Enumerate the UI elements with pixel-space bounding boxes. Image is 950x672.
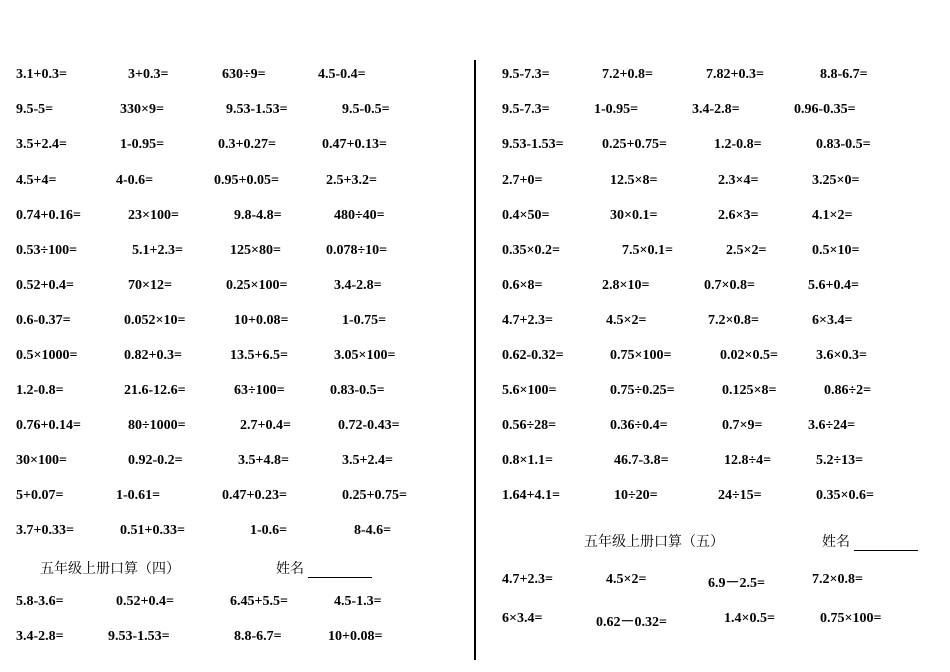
problem-cell: 4.7+2.3= [502,572,553,587]
problem-cell: 10÷20= [614,488,658,503]
name-label: 姓名 [276,562,304,577]
name-label: 姓名 [822,535,850,550]
problem-cell: 0.74+0.16= [16,208,81,223]
problem-cell: 0.052×10= [124,313,186,328]
problem-cell: 0.83-0.5= [816,137,871,152]
problem-cell: 9.5-7.3= [502,67,550,82]
problem-cell: 3.5+2.4= [16,137,67,152]
problem-cell: 0.62-0.32= [502,348,564,363]
problem-cell: 2.5+3.2= [326,173,377,188]
problem-cell: 4.5+4= [16,173,57,188]
problem-cell: 0.4×50= [502,208,550,223]
problem-cell: 0.3+0.27= [218,137,276,152]
problem-cell: 0.96-0.35= [794,102,856,117]
problem-cell: 2.6×3= [718,208,759,223]
problem-cell: 4.5×2= [606,313,647,328]
problem-cell: 630÷9= [222,67,266,82]
problem-cell: 1-0.95= [594,102,639,117]
problem-cell: 3.6×0.3= [816,348,867,363]
problem-cell: 0.83-0.5= [330,383,385,398]
problem-cell: 5.6×100= [502,383,557,398]
problem-cell: 3.25×0= [812,173,860,188]
problem-cell: 0.6-0.37= [16,313,71,328]
problem-cell: 4.7+2.3= [502,313,553,328]
problem-cell: 7.5×0.1= [622,243,673,258]
problem-cell: 63÷100= [234,383,285,398]
problem-cell: 10+0.08= [234,313,289,328]
problem-cell: 0.52+0.4= [116,594,174,609]
name-blank-line [854,534,918,551]
problem-cell: 0.25+0.75= [602,137,667,152]
problem-cell: 125×80= [230,243,281,258]
problem-cell: 4.5×2= [606,572,647,587]
problem-cell: 2.5×2= [726,243,767,258]
problem-cell: 7.2+0.8= [602,67,653,82]
problem-cell: 80÷1000= [128,418,186,433]
problem-cell: 6.9－2.5= [708,576,765,591]
problem-cell: 1-0.75= [342,313,387,328]
problem-cell: 0.6×8= [502,278,543,293]
problem-cell: 0.02×0.5= [720,348,778,363]
problem-cell: 30×100= [16,453,67,468]
problem-cell: 13.5+6.5= [230,348,288,363]
problem-cell: 9.53-1.53= [226,102,288,117]
problem-cell: 7.2×0.8= [708,313,759,328]
problem-cell: 46.7-3.8= [614,453,669,468]
problem-cell: 0.75÷0.25= [610,383,675,398]
problem-cell: 4.1×2= [812,208,853,223]
problem-cell: 30×0.1= [610,208,658,223]
problem-cell: 6.45+5.5= [230,594,288,609]
problem-cell: 9.53-1.53= [108,629,170,644]
problem-cell: 5.2÷13= [816,453,864,468]
problem-cell: 1.4×0.5= [724,611,775,626]
problem-cell: 6×3.4= [812,313,853,328]
problem-cell: 1-0.6= [250,523,288,538]
problem-cell: 0.75×100= [610,348,672,363]
problem-cell: 2.3×4= [718,173,759,188]
problem-cell: 8-4.6= [354,523,392,538]
problem-cell: 480÷40= [334,208,385,223]
problem-cell: 8.8-6.7= [234,629,282,644]
problem-cell: 21.6-12.6= [124,383,186,398]
problem-cell: 9.8-4.8= [234,208,282,223]
problem-cell: 0.125×8= [722,383,777,398]
problem-cell: 9.5-7.3= [502,102,550,117]
problem-cell: 3.4-2.8= [334,278,382,293]
problem-cell: 0.25+0.75= [342,488,407,503]
problem-cell: 0.76+0.14= [16,418,81,433]
problem-cell: 0.7×0.8= [704,278,755,293]
problem-cell: 1-0.61= [116,488,161,503]
problem-cell: 4-0.6= [116,173,154,188]
problem-cell: 3.4-2.8= [16,629,64,644]
problem-cell: 0.078÷10= [326,243,388,258]
problem-cell: 7.82+0.3= [706,67,764,82]
problem-cell: 5.6+0.4= [808,278,859,293]
problem-cell: 2.7+0= [502,173,543,188]
problem-cell: 3.1+0.3= [16,67,67,82]
problem-cell: 4.5-1.3= [334,594,382,609]
problem-cell: 9.5-5= [16,102,54,117]
problem-cell: 10+0.08= [328,629,383,644]
problem-cell: 330×9= [120,102,164,117]
problem-cell: 7.2×0.8= [812,572,863,587]
problem-cell: 0.35×0.6= [816,488,874,503]
problem-cell: 0.75×100= [820,611,882,626]
problem-cell: 0.35×0.2= [502,243,560,258]
problem-cell: 9.53-1.53= [502,137,564,152]
problem-cell: 3+0.3= [128,67,169,82]
problem-cell: 70×12= [128,278,172,293]
problem-cell: 0.51+0.33= [120,523,185,538]
problem-cell: 0.47+0.13= [322,137,387,152]
problem-cell: 9.5-0.5= [342,102,390,117]
problem-cell: 0.95+0.05= [214,173,279,188]
problem-cell: 6×3.4= [502,611,543,626]
problem-cell: 0.56÷28= [502,418,557,433]
problem-cell: 3.4-2.8= [692,102,740,117]
problem-cell: 0.5×10= [812,243,860,258]
problem-cell: 5+0.07= [16,488,64,503]
problem-cell: 12.8÷4= [724,453,772,468]
problem-cell: 0.62－0.32= [596,615,667,630]
problem-cell: 8.8-6.7= [820,67,868,82]
problem-cell: 3.6÷24= [808,418,856,433]
problem-cell: 0.47+0.23= [222,488,287,503]
column-divider [474,60,476,660]
worksheet-heading: 五年级上册口算（四） [40,562,180,577]
problem-cell: 0.86÷2= [824,383,872,398]
problem-cell: 0.7×9= [722,418,763,433]
problem-cell: 23×100= [128,208,179,223]
problem-cell: 3.5+4.8= [238,453,289,468]
name-blank-line [308,561,372,578]
problem-cell: 3.5+2.4= [342,453,393,468]
problem-cell: 1.2-0.8= [16,383,64,398]
problem-cell: 0.92-0.2= [128,453,183,468]
problem-cell: 0.82+0.3= [124,348,182,363]
problem-cell: 5.8-3.6= [16,594,64,609]
problem-cell: 0.8×1.1= [502,453,553,468]
problem-cell: 0.53÷100= [16,243,78,258]
problem-cell: 1.2-0.8= [714,137,762,152]
problem-cell: 0.72-0.43= [338,418,400,433]
problem-cell: 24÷15= [718,488,762,503]
problem-cell: 0.5×1000= [16,348,78,363]
problem-cell: 0.36÷0.4= [610,418,668,433]
problem-cell: 2.7+0.4= [240,418,291,433]
problem-cell: 1-0.95= [120,137,165,152]
problem-cell: 0.52+0.4= [16,278,74,293]
problem-cell: 3.05×100= [334,348,396,363]
problem-cell: 12.5×8= [610,173,658,188]
problem-cell: 0.25×100= [226,278,288,293]
worksheet-heading: 五年级上册口算（五） [584,535,724,550]
problem-cell: 1.64+4.1= [502,488,560,503]
problem-cell: 2.8×10= [602,278,650,293]
problem-cell: 3.7+0.33= [16,523,74,538]
problem-cell: 5.1+2.3= [132,243,183,258]
problem-cell: 4.5-0.4= [318,67,366,82]
